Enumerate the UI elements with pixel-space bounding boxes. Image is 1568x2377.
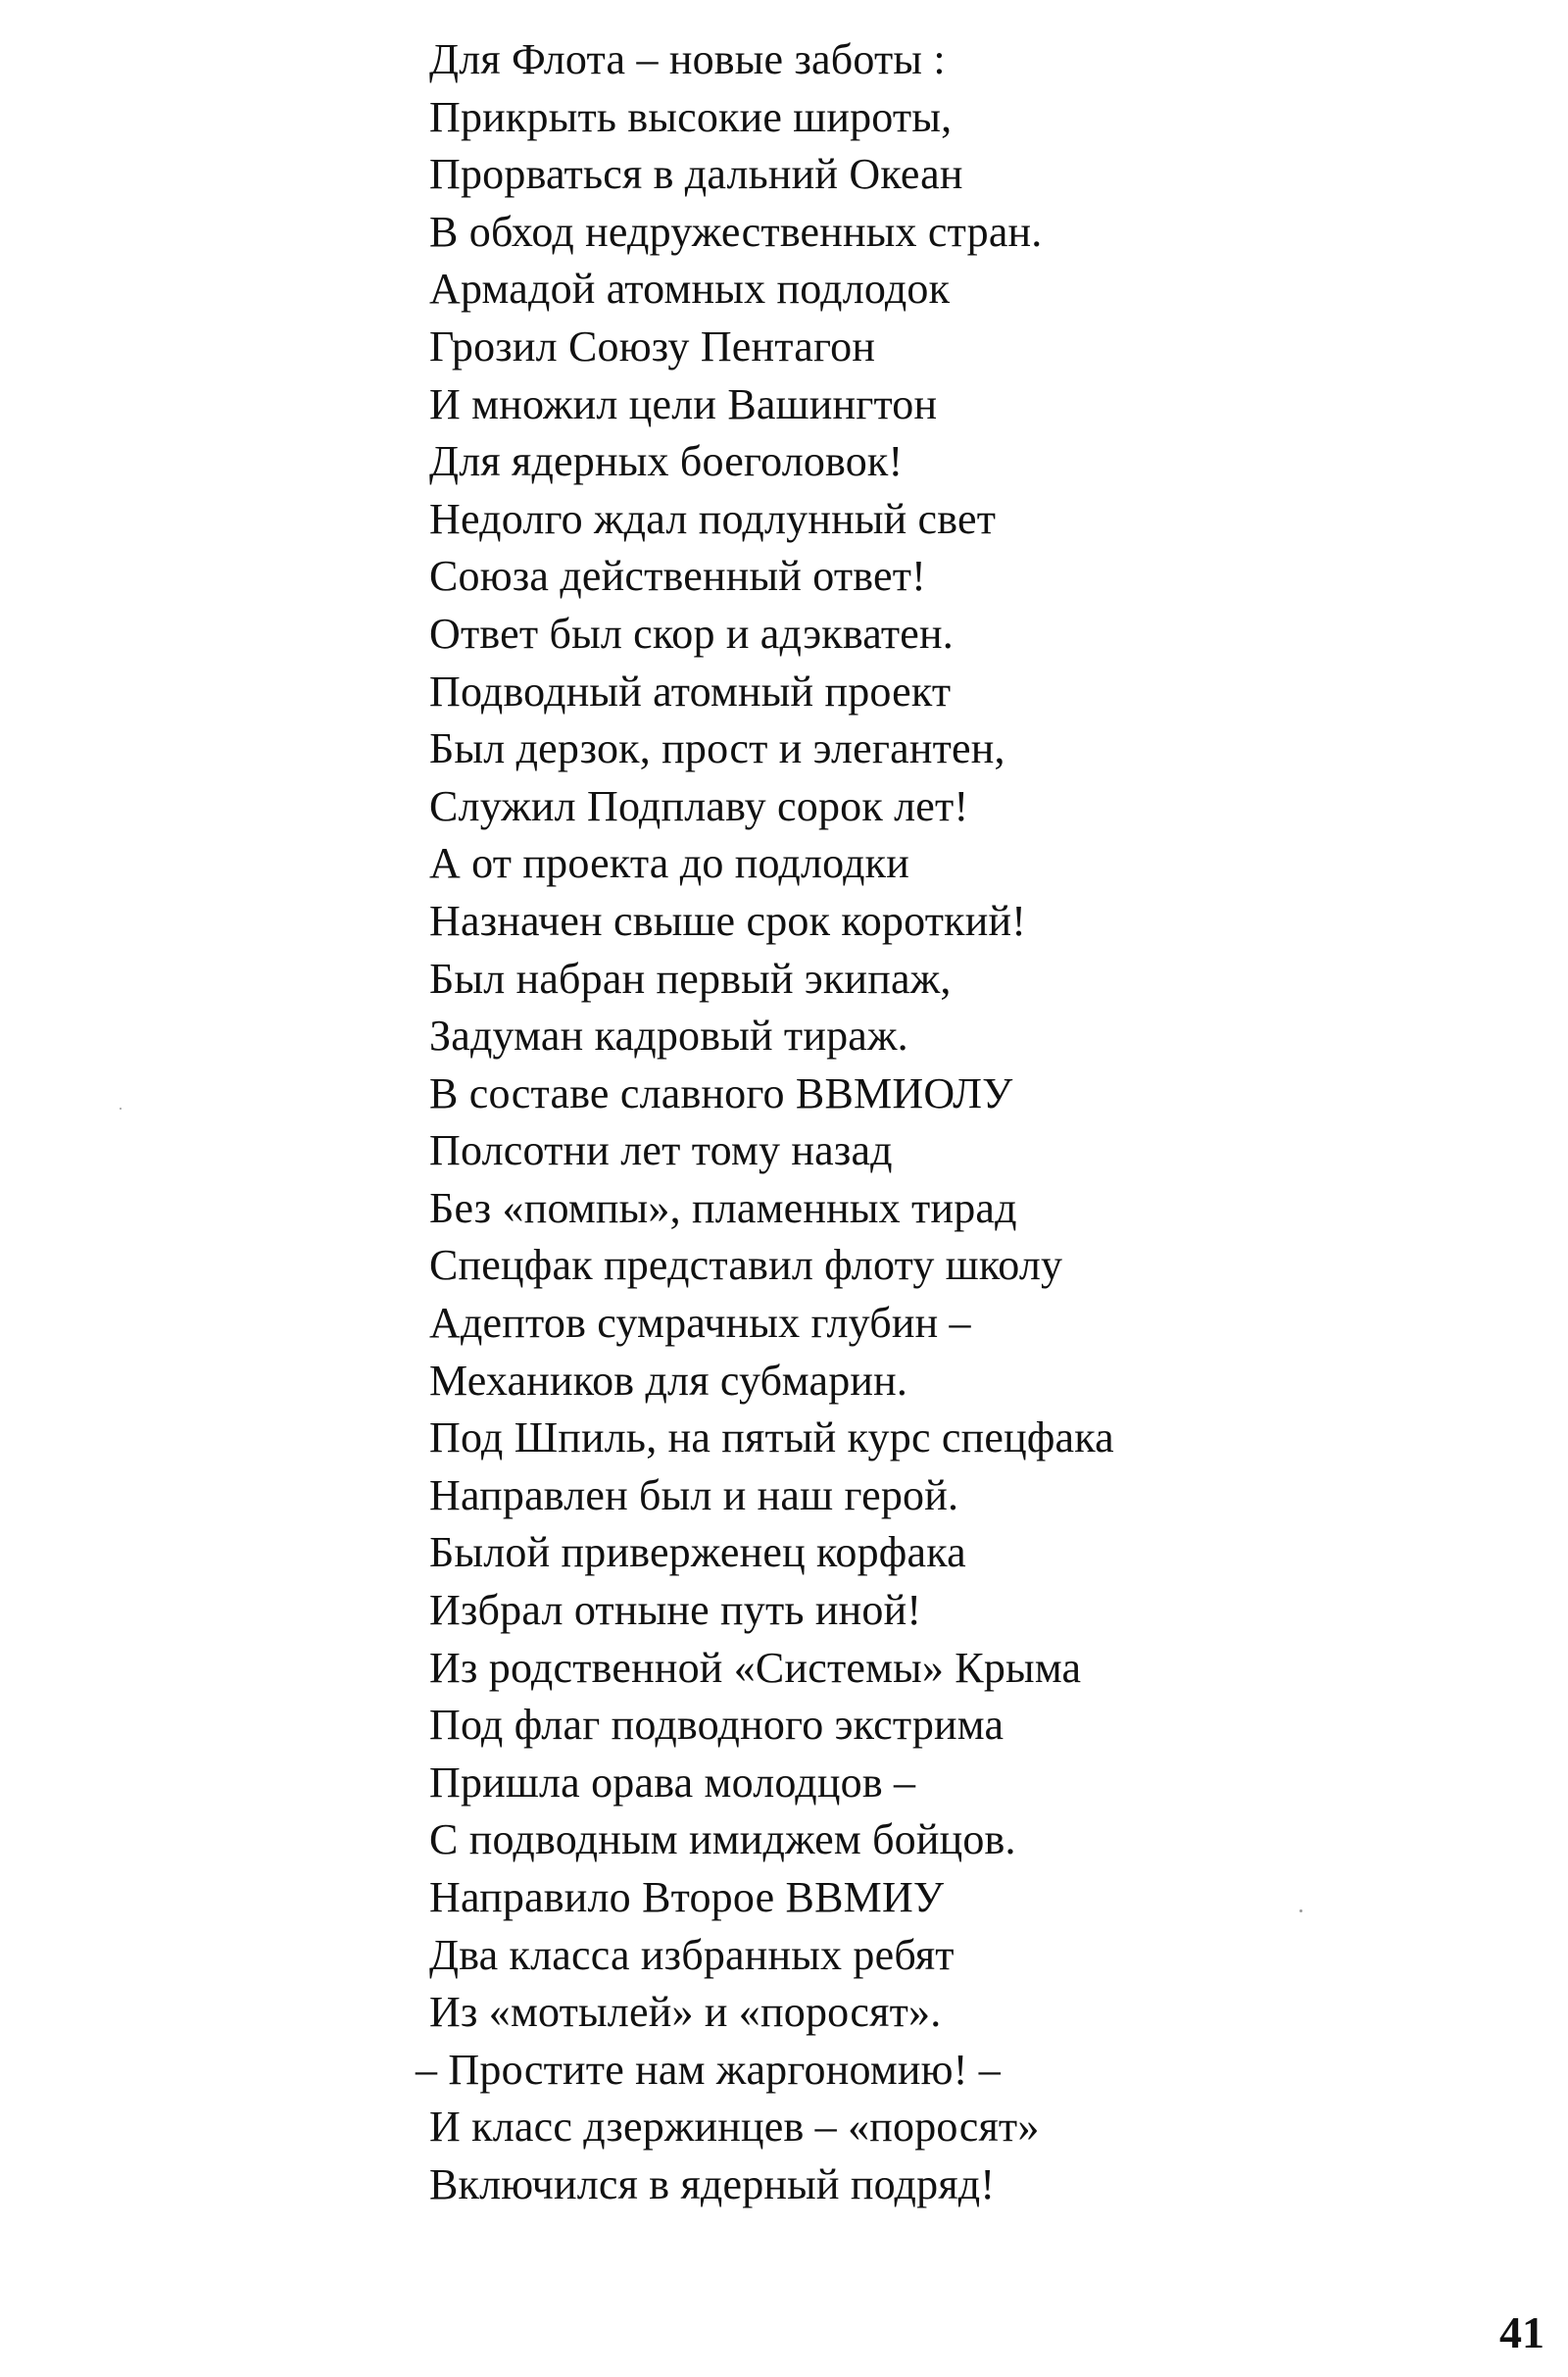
- poem-line: Недолго ждал подлунный свет: [429, 494, 997, 543]
- poem-line: С подводным имиджем бойцов.: [429, 1815, 1016, 1864]
- poem-line: И множил цели Вашингтон: [429, 379, 938, 428]
- poem-line: Союза действенный ответ!: [429, 552, 926, 601]
- poem-line: Направило Второе ВВМИУ: [429, 1873, 945, 1921]
- poem-line: Для Флота – новые заботы :: [429, 35, 946, 83]
- poem-line: Назначен свыше срок короткий!: [429, 896, 1027, 945]
- poem-line: Под Шпиль, на пятый курс спецфака: [429, 1413, 1114, 1462]
- poem-line: Был дерзок, прост и элегантен,: [429, 724, 1005, 773]
- poem-line: Грозил Союзу Пентагон: [429, 322, 876, 371]
- poem-line: Ответ был скор и адэкватен.: [429, 609, 954, 658]
- poem-line: Механиков для субмарин.: [429, 1356, 908, 1405]
- scan-speck: [1299, 1909, 1302, 1912]
- poem-line: Прорваться в дальний Океан: [429, 150, 963, 199]
- poem-line: Армадой атомных подлодок: [429, 265, 951, 314]
- poem-line: В составе славного ВВМИОЛУ: [429, 1068, 1013, 1117]
- poem-line: Былой приверженец корфака: [429, 1528, 966, 1577]
- poem-line: И класс дзержинцев – «поросят»: [429, 2103, 1040, 2152]
- poem-line: Пришла орава молодцов –: [429, 1758, 916, 1807]
- page-number: 41: [1499, 2307, 1544, 2357]
- poem-line: Из «мотылей» и «поросят».: [429, 1988, 942, 2037]
- poem-line: Избрал отныне путь иной!: [429, 1586, 922, 1635]
- poem-line: Из родственной «Системы» Крыма: [429, 1643, 1082, 1692]
- poem-line: Подводный атомный проект: [429, 667, 952, 716]
- poem-line: Адептов сумрачных глубин –: [429, 1299, 971, 1348]
- poem-text: [416, 31, 1114, 2214]
- poem-line: Без «помпы», пламенных тирад: [429, 1183, 1017, 1232]
- poem-line: Служил Подплаву сорок лет!: [429, 781, 969, 830]
- poem-line: Прикрыть высокие широты,: [429, 92, 953, 141]
- poem-line: Два класса избранных ребят: [429, 1930, 955, 1979]
- poem-line: Был набран первый экипаж,: [429, 954, 952, 1003]
- poem-line: – Простите нам жаргономию! –: [416, 2045, 1001, 2094]
- poem-line: Для ядерных боеголовок!: [429, 437, 904, 486]
- poem-line: Под флаг подводного экстрима: [429, 1701, 1004, 1750]
- poem-line: Направлен был и наш герой.: [429, 1470, 959, 1519]
- poem-line: Полсотни лет тому назад: [429, 1126, 893, 1175]
- scan-speck: [120, 1108, 122, 1110]
- poem-line: Задуман кадровый тираж.: [429, 1012, 908, 1061]
- poem-line: В обход недружественных стран.: [429, 207, 1043, 256]
- poem-line: Включился в ядерный подряд!: [429, 2159, 996, 2208]
- poem-line: А от проекта до подлодки: [429, 839, 909, 888]
- poem-line: Спецфак представил флоту школу: [429, 1241, 1063, 1290]
